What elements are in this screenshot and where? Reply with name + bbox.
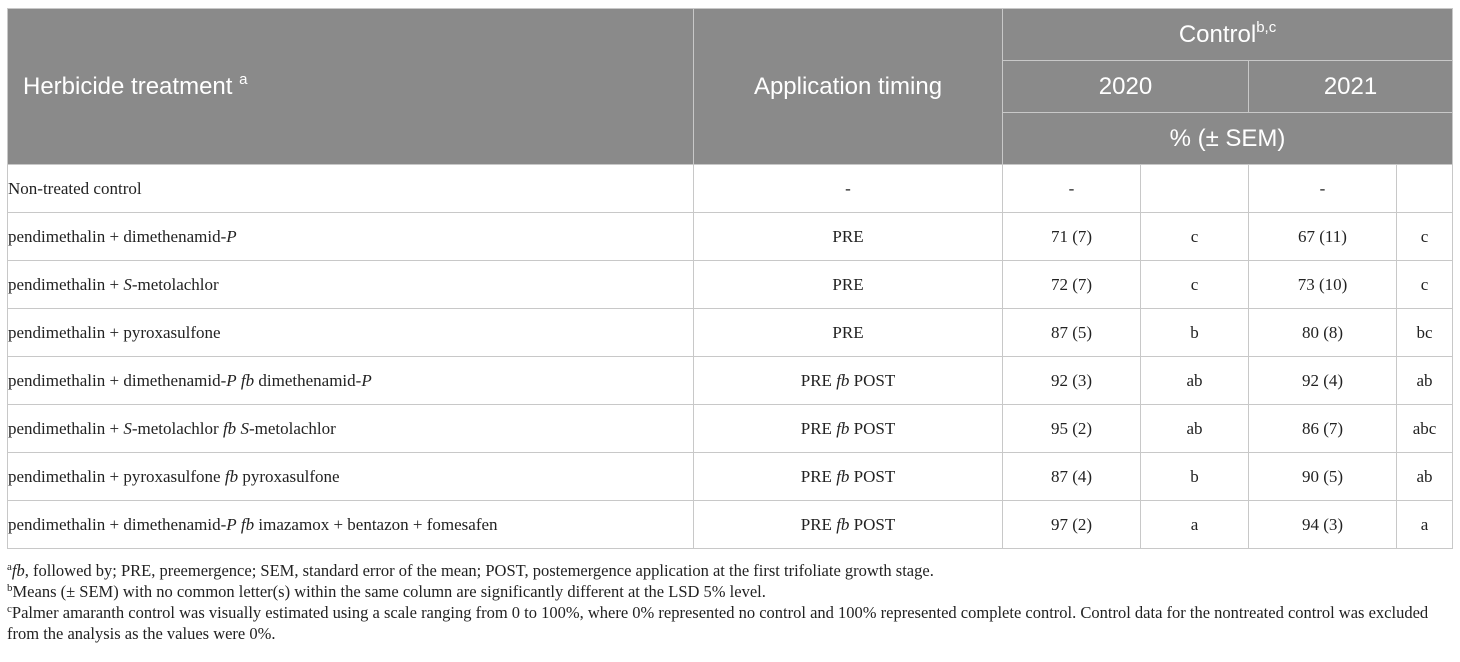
value-2020-cell: 95 (2) [1003, 405, 1141, 453]
header-year-2021: 2021 [1249, 61, 1453, 113]
text-segment: pyroxasulfone [238, 466, 340, 486]
text-segment: -metolachlor [131, 274, 219, 294]
italic-text: fb [836, 418, 850, 438]
treatment-cell [8, 405, 694, 453]
text-segment: -metolachlor [131, 418, 223, 438]
italic-text: fb [11, 561, 25, 580]
header-herbicide-treatment: Herbicide treatment $^a$ [8, 9, 694, 165]
value-2021-cell: - [1249, 165, 1397, 213]
letter-2021-cell: c [1397, 213, 1453, 261]
header-application-timing: Application timing [694, 9, 1003, 165]
timing-cell [694, 357, 1003, 405]
table-row [8, 405, 1453, 453]
text-segment: imazamox + bentazon + fomesafen [254, 514, 498, 534]
timing-cell [694, 501, 1003, 549]
text-segment: PRE [832, 226, 864, 246]
timing-cell [694, 453, 1003, 501]
italic-text: S [123, 274, 132, 294]
italic-text: fb [836, 514, 850, 534]
treatment-cell [8, 453, 694, 501]
timing-cell [694, 309, 1003, 357]
text-segment: pendimethalin + pyroxasulfone [8, 466, 225, 486]
text-segment: pendimethalin + dimethenamid- [8, 514, 227, 534]
value-2021-cell: 80 (8) [1249, 309, 1397, 357]
text-segment: pendimethalin + [8, 418, 124, 438]
value-2020-cell: 87 (5) [1003, 309, 1141, 357]
text-segment: , followed by; PRE, preemergence; SEM, standard error of the mean; POST, postemergence application at the first trifoliate growth stage. [24, 561, 934, 580]
footnote [7, 581, 1455, 602]
treatment-cell [8, 213, 694, 261]
value-2020-cell: 87 (4) [1003, 453, 1141, 501]
letter-2020-cell: c [1141, 261, 1249, 309]
letter-2021-cell: bc [1397, 309, 1453, 357]
table-row [8, 357, 1453, 405]
letter-2021-cell: ab [1397, 453, 1453, 501]
italic-text: fb [240, 370, 255, 390]
letter-2020-cell: ab [1141, 357, 1249, 405]
footnote-marker: b [7, 582, 13, 594]
text-segment: dimethenamid- [254, 370, 362, 390]
timing-cell [694, 213, 1003, 261]
table-row [8, 453, 1453, 501]
italic-text: P [226, 370, 237, 390]
text-segment: PRE [832, 274, 864, 294]
value-2021-cell: 94 (3) [1249, 501, 1397, 549]
value-2021-cell: 90 (5) [1249, 453, 1397, 501]
text-segment: Non-treated control [8, 178, 142, 198]
timing-cell [694, 165, 1003, 213]
text-segment: pendimethalin + dimethenamid- [8, 370, 227, 390]
treatment-cell [8, 501, 694, 549]
text-segment: POST [849, 370, 896, 390]
table-row [8, 309, 1453, 357]
italic-text: fb [836, 370, 850, 390]
letter-2021-cell: abc [1397, 405, 1453, 453]
results-table [7, 8, 1453, 549]
italic-text: S [123, 418, 132, 438]
letter-2021-cell: ab [1397, 357, 1453, 405]
letter-2020-cell: a [1141, 501, 1249, 549]
table-row [8, 261, 1453, 309]
header-control: Control$^{b,c}$ [1003, 9, 1453, 61]
letter-2020-cell [1141, 165, 1249, 213]
treatment-cell [8, 165, 694, 213]
text-segment: PRE [800, 514, 837, 534]
text-segment: pendimethalin + [8, 274, 124, 294]
text-segment: PRE [800, 466, 837, 486]
header-year-2020: 2020 [1003, 61, 1249, 113]
footnote-marker: a [7, 561, 12, 573]
text-segment: pendimethalin + pyroxasulfone [8, 322, 221, 342]
timing-cell [694, 405, 1003, 453]
value-2021-cell: 73 (10) [1249, 261, 1397, 309]
italic-text: fb [240, 514, 255, 534]
treatment-cell [8, 261, 694, 309]
footnote-text: Means (± SEM) with no common letter(s) within the same column are significantly different at the LSD 5% level. [12, 582, 766, 601]
timing-cell [694, 261, 1003, 309]
value-2020-cell: 71 (7) [1003, 213, 1141, 261]
value-2020-cell: 72 (7) [1003, 261, 1141, 309]
text-segment: pendimethalin + dimethenamid- [8, 226, 227, 246]
text-segment: POST [849, 418, 896, 438]
italic-text: S [240, 418, 249, 438]
letter-2021-cell: c [1397, 261, 1453, 309]
footnote-marker: c [7, 603, 12, 615]
text-segment: PRE [800, 370, 837, 390]
letter-2020-cell: b [1141, 309, 1249, 357]
footnote [7, 602, 1455, 644]
text-segment: PRE [832, 322, 864, 342]
table-row [8, 213, 1453, 261]
text-segment: POST [849, 466, 896, 486]
italic-text: P [226, 514, 237, 534]
text-segment: -metolachlor [248, 418, 336, 438]
letter-2020-cell: b [1141, 453, 1249, 501]
value-2020-cell: 97 (2) [1003, 501, 1141, 549]
italic-text: P [226, 226, 237, 246]
value-2021-cell: 67 (11) [1249, 213, 1397, 261]
treatment-cell [8, 357, 694, 405]
letter-2021-cell: a [1397, 501, 1453, 549]
italic-text: P [361, 370, 372, 390]
value-2021-cell: 86 (7) [1249, 405, 1397, 453]
letter-2020-cell: c [1141, 213, 1249, 261]
value-2021-cell: 92 (4) [1249, 357, 1397, 405]
italic-text: fb [222, 418, 237, 438]
footnotes [7, 560, 1455, 644]
text-segment: - [845, 178, 851, 198]
italic-text: fb [224, 466, 239, 486]
table-body [8, 165, 1453, 549]
text-segment: PRE [800, 418, 837, 438]
treatment-cell [8, 309, 694, 357]
footnote [7, 560, 1455, 581]
letter-2020-cell: ab [1141, 405, 1249, 453]
value-2020-cell: 92 (3) [1003, 357, 1141, 405]
table-row [8, 165, 1453, 213]
value-2020-cell: - [1003, 165, 1141, 213]
text-segment: POST [849, 514, 896, 534]
italic-text: fb [836, 466, 850, 486]
letter-2021-cell [1397, 165, 1453, 213]
table-row [8, 501, 1453, 549]
header-unit: % (± SEM) [1003, 113, 1453, 165]
footnote-text: Palmer amaranth control was visually estimated using a scale ranging from 0 to 100%, where 0% represented no control and 100% represented complete control. Control data for the nontreated control was excluded from the analysis as the values were 0%. [7, 603, 1429, 643]
